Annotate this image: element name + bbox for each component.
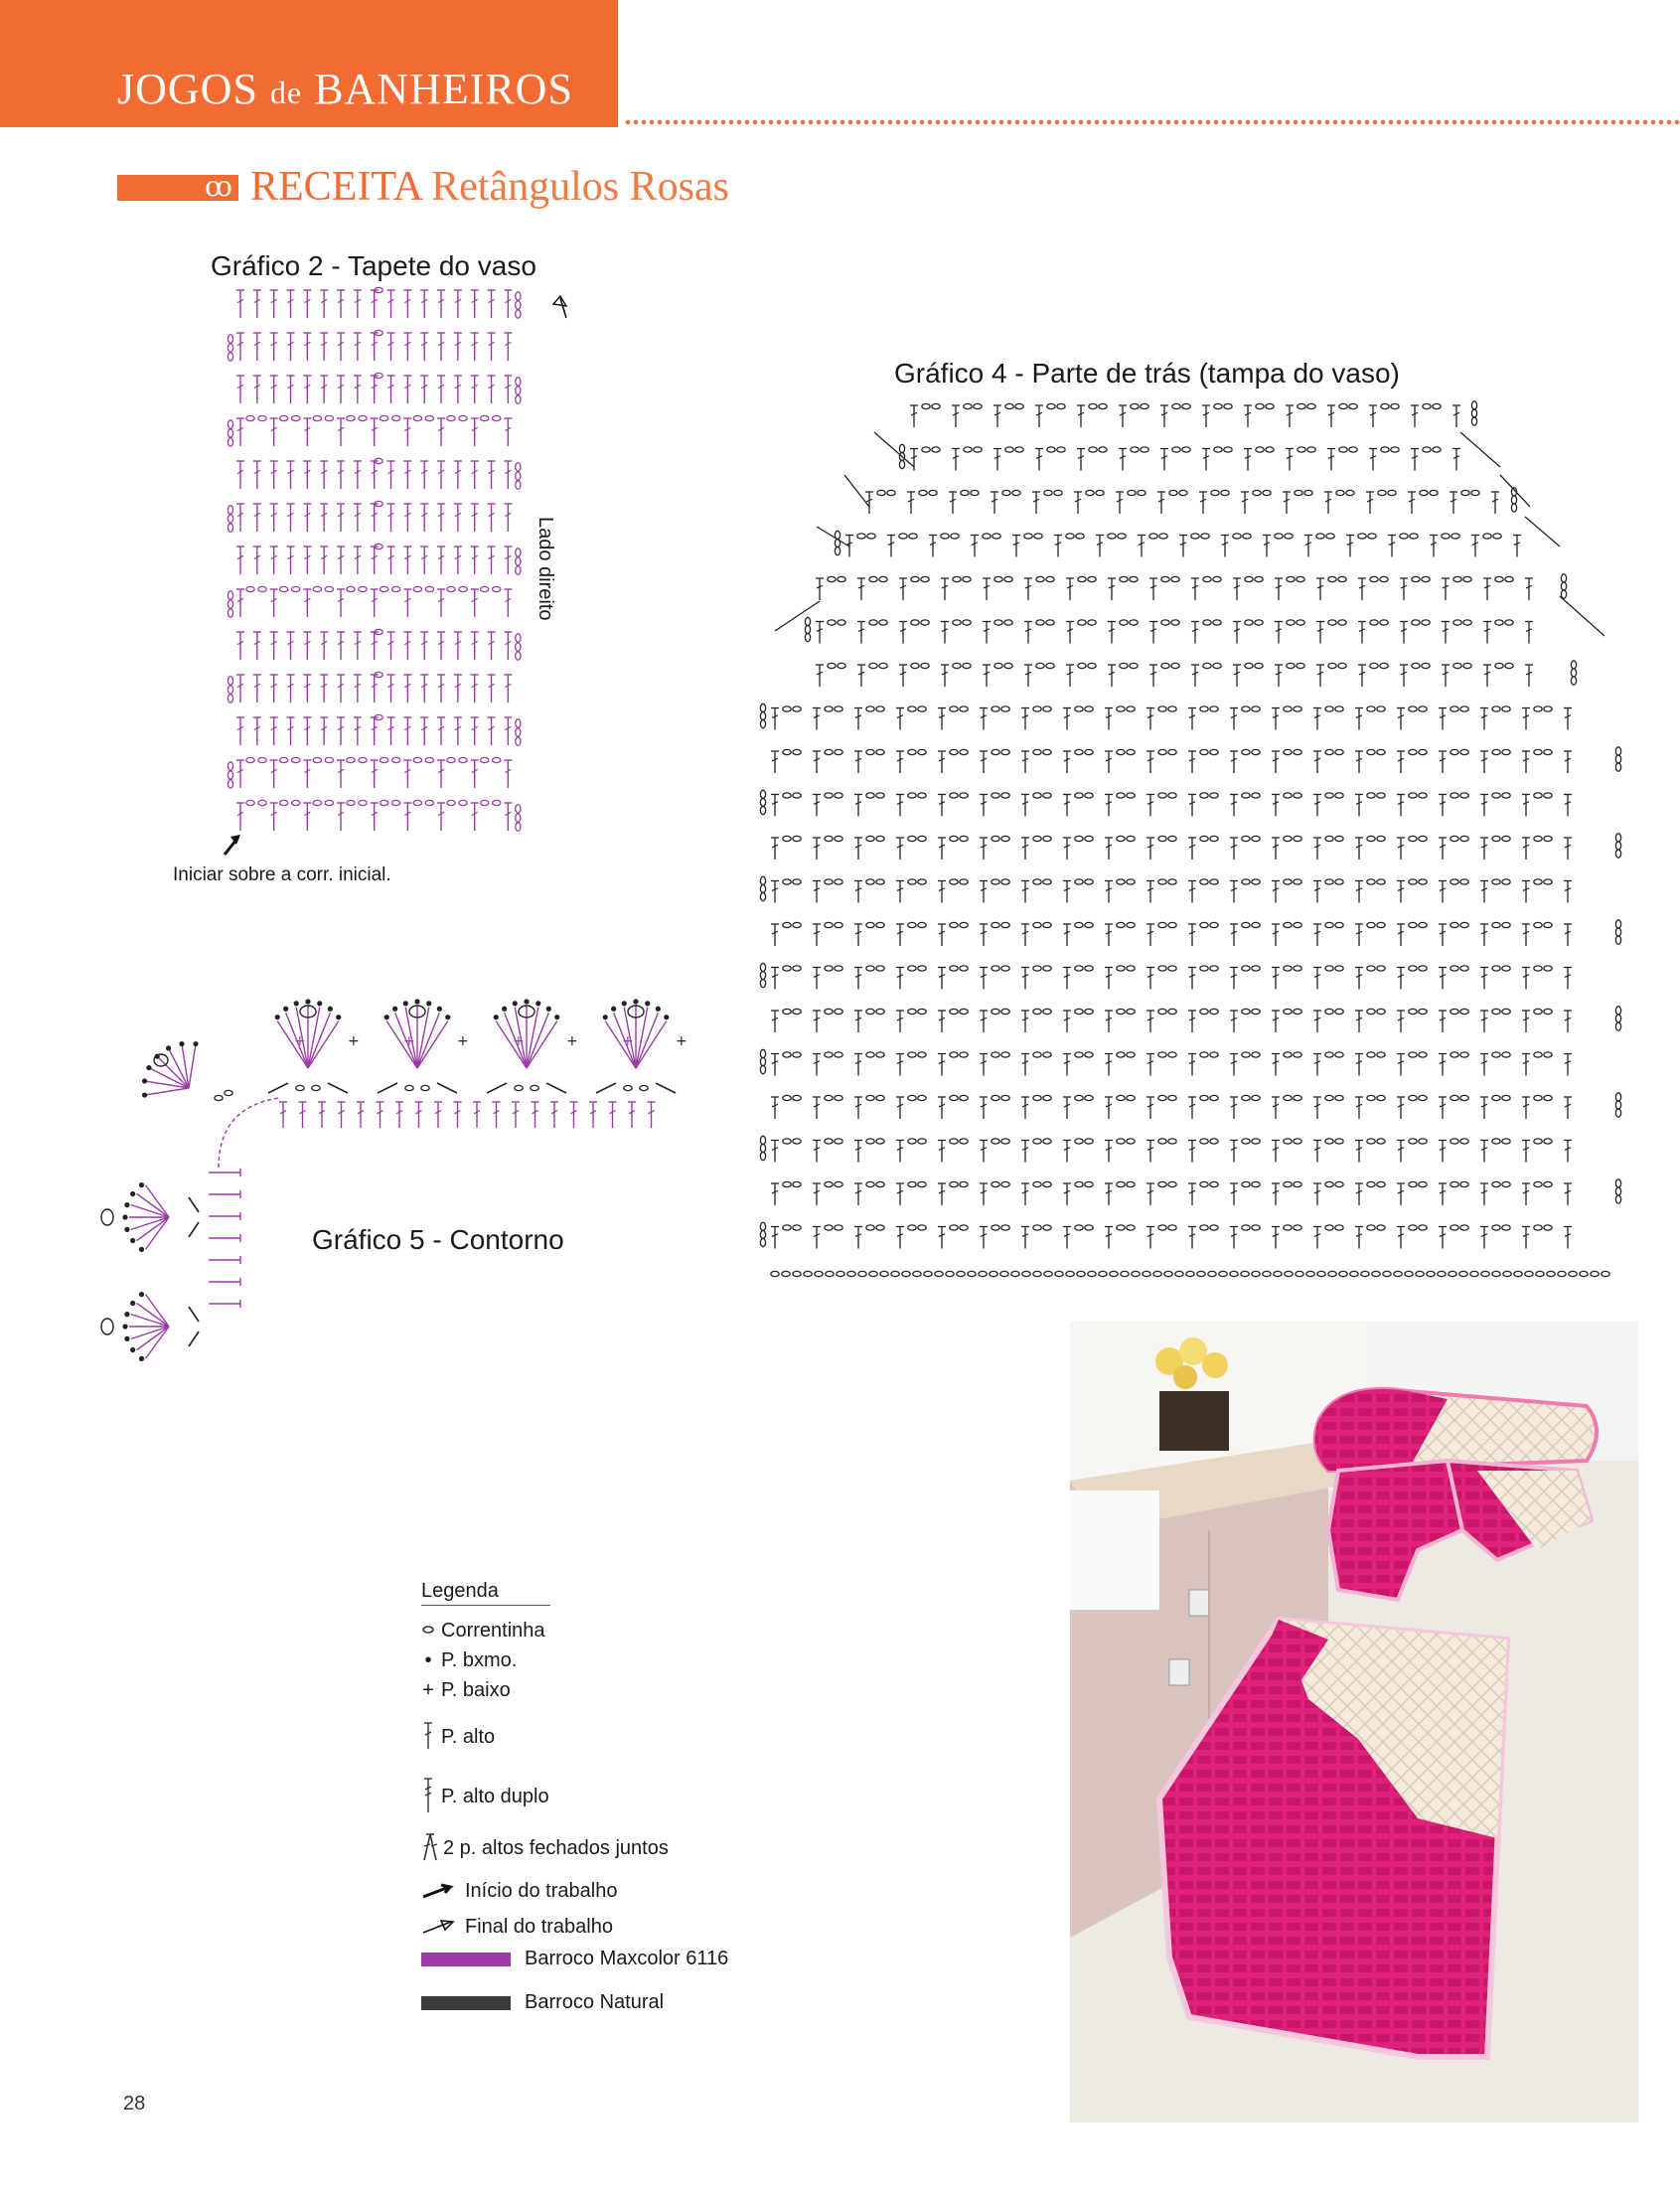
- chart2-stitches: [225, 287, 566, 855]
- single-crochet-symbol-icon: +: [422, 1679, 434, 1701]
- svg-text:+: +: [622, 1033, 634, 1049]
- legend-item-sc: + P. baixo: [422, 1679, 511, 1701]
- legend-item-chain: Correntinha: [421, 1620, 545, 1643]
- end-arrow-icon: [421, 1919, 455, 1935]
- svg-text:+: +: [294, 1033, 306, 1049]
- svg-text:+: +: [457, 1033, 469, 1049]
- svg-text:+: +: [566, 1033, 578, 1049]
- legend-item-tr: P. alto duplo: [421, 1765, 549, 1808]
- legend-item-dc: P. alto: [421, 1713, 495, 1749]
- chart5-title: Gráfico 5 - Contorno: [312, 1224, 564, 1255]
- svg-text:+: +: [403, 1033, 415, 1049]
- chart5-stitches: [101, 999, 687, 1361]
- legend-item-end: Final do trabalho: [421, 1916, 613, 1939]
- chart5-diagram: [70, 959, 695, 1376]
- chart4-diagram: [765, 397, 1639, 1262]
- chart2-title: Gráfico 2 - Tapete do vaso: [211, 250, 536, 281]
- dotted-divider: [624, 119, 1680, 125]
- slip-stitch-symbol-icon: •: [424, 1649, 432, 1671]
- legend-item-natural: Barroco Natural: [421, 1991, 664, 2014]
- product-photo: [1070, 1322, 1638, 2122]
- recipe-title: RECEITA Retângulos Rosas: [250, 164, 729, 210]
- legend-heading: Legenda: [421, 1580, 550, 1606]
- legend-item-start: Início do trabalho: [421, 1880, 617, 1903]
- color-swatch-purple: [421, 1953, 511, 1966]
- chart4-stitches: [760, 401, 1620, 1277]
- treble-crochet-symbol-icon: [421, 1777, 435, 1814]
- chain-symbol-icon: [421, 1625, 435, 1635]
- svg-text:+: +: [676, 1033, 687, 1049]
- chart2-side-label: Lado direito: [535, 517, 556, 621]
- start-arrow-icon: [421, 1883, 455, 1899]
- chart4-title: Gráfico 4 - Parte de trás (tampa do vaso): [894, 358, 1400, 389]
- knot-ornament-icon: ꝏ: [205, 170, 232, 203]
- section-title: JOGOS de BANHEIROS: [117, 65, 573, 113]
- legend-item-purple: Barroco Maxcolor 6116: [421, 1948, 728, 1970]
- chart2-start-note: Iniciar sobre a corr. inicial.: [173, 864, 391, 885]
- legend-item-dc2tog: 2 p. altos fechados juntos: [421, 1824, 669, 1860]
- page-number: 28: [123, 2093, 146, 2114]
- double-crochet-symbol-icon: [421, 1721, 435, 1751]
- color-swatch-gray: [421, 1996, 511, 2010]
- chart2-diagram: [229, 288, 586, 845]
- dc2tog-symbol-icon: [421, 1832, 439, 1862]
- svg-text:+: +: [513, 1033, 525, 1049]
- svg-text:+: +: [348, 1033, 360, 1049]
- legend-item-slip: • P. bxmo.: [421, 1649, 517, 1672]
